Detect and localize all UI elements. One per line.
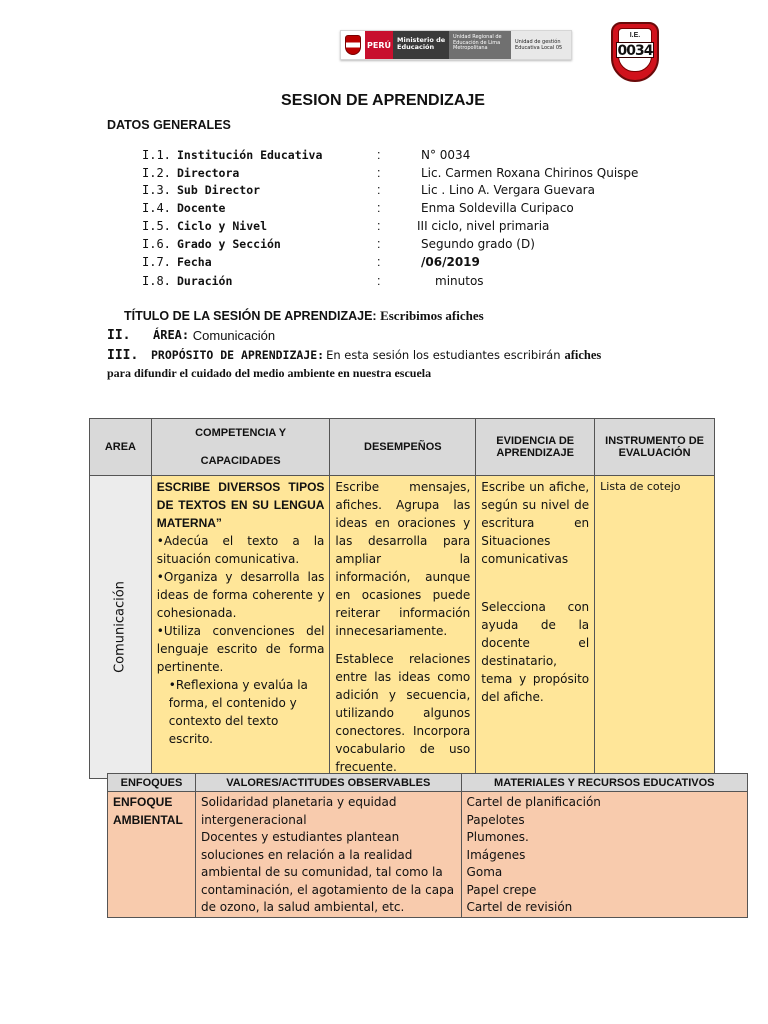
school-badge-ie: I.E. bbox=[629, 32, 641, 39]
instrumento-value: Lista de cotejo bbox=[600, 480, 681, 493]
info-row: I.5. Ciclo y Nivel : III ciclo, nivel primaria bbox=[142, 219, 550, 233]
info-row: I.8. Duración : minutos bbox=[142, 274, 484, 288]
page-title: SESION DE APRENDIZAJE bbox=[281, 92, 485, 109]
area-cell bbox=[90, 476, 152, 779]
materiales-cell bbox=[461, 792, 747, 918]
material-item: Cartel de planificación bbox=[466, 795, 601, 809]
material-item: Plumones. bbox=[466, 830, 529, 844]
area-line: II. ÁREA: Comunicación bbox=[107, 328, 276, 343]
header-instrumento: INSTRUMENTO DE EVALUACIÓN bbox=[595, 419, 715, 476]
datos-generales-heading: DATOS GENERALES bbox=[107, 118, 231, 132]
capacidad-item: •Utiliza convenciones del lenguaje escrito de forma pertinente. bbox=[156, 624, 325, 674]
table-row bbox=[108, 792, 748, 918]
material-item: Cartel de revisión bbox=[466, 900, 573, 914]
material-item: Goma bbox=[466, 865, 503, 879]
desempeno-item: Escribe mensajes, afiches. Agrupa las ideas en oraciones y las desarrolla para ampliar la información, aunque en ocasiones puede reiterar información innecesariamente. bbox=[335, 480, 471, 638]
material-item: Papelotes bbox=[466, 812, 525, 827]
desempenos-cell bbox=[330, 476, 476, 779]
header-valores: VALORES/ACTITUDES OBSERVABLES bbox=[195, 774, 461, 792]
table-row bbox=[90, 476, 715, 779]
ministry-label: Ministerio de Educación bbox=[393, 31, 449, 59]
desempeno-item: Establece relaciones entre las ideas como adición y secuencia, utilizando algunos conectores. Incorpora vocabulario de uso frecuente. bbox=[335, 652, 471, 774]
info-row: I.4. Docente : Enma Soldevilla Curipaco bbox=[142, 201, 574, 215]
capacidad-item: •Organiza y desarrolla las ideas de forma coherente y cohesionada. bbox=[156, 570, 325, 620]
valor-item: Docentes y estudiantes plantean soluciones en relación a la realidad ambiental de su comunidad, tal como la contaminación, el agotamiento de la capa de ozono, la salud ambiental, etc. bbox=[200, 830, 455, 914]
area-vertical-label: Comunicación bbox=[112, 581, 128, 673]
school-badge-number: 0034 bbox=[617, 43, 653, 59]
header-enfoques: ENFOQUES bbox=[108, 774, 196, 792]
info-row: I.6. Grado y Sección : Segundo grado (D) bbox=[142, 237, 535, 251]
evidencia-cell bbox=[476, 476, 595, 779]
session-title-line: TÍTULO DE LA SESIÓN DE APRENDIZAJE: Escribimos afiches bbox=[124, 308, 484, 323]
session-title-value: Escribimos afiches bbox=[380, 308, 484, 323]
instrumento-cell bbox=[595, 476, 715, 779]
school-badge-logo bbox=[611, 22, 659, 82]
material-item: Imágenes bbox=[466, 847, 526, 862]
info-row: I.7. Fecha : /06/2019 bbox=[142, 255, 480, 269]
header-desempenos: DESEMPEÑOS bbox=[330, 419, 476, 476]
valores-cell bbox=[195, 792, 461, 918]
ugel-label: Unidad de gestión Educativa Local 05 bbox=[511, 31, 571, 59]
purpose-line: III. PROPÓSITO DE APRENDIZAJE: En esta sesión los estudiantes escribirán afiches bbox=[107, 348, 602, 363]
competencia-cell bbox=[151, 476, 330, 779]
header-competencia: COMPETENCIA Y CAPACIDADES bbox=[151, 419, 330, 476]
peru-shield-icon bbox=[341, 31, 365, 59]
peru-label: PERÚ bbox=[365, 31, 393, 59]
region-label: Unidad Regional de Educación de Lima Metropolitana bbox=[449, 31, 511, 59]
government-logo-banner bbox=[340, 30, 572, 60]
info-row: I.1. Institución Educativa : N° 0034 bbox=[142, 148, 471, 162]
evidencia-item: Selecciona con ayuda de la docente el destinatario, tema y propósito del afiche. bbox=[481, 600, 590, 704]
competencies-table bbox=[89, 418, 715, 779]
table-header-row bbox=[90, 419, 715, 476]
purpose-line-2: para difundir el cuidado del medio ambiente en nuestra escuela bbox=[107, 366, 432, 380]
header-area: AREA bbox=[90, 419, 152, 476]
info-row: I.3. Sub Director : Lic . Lino A. Vergara Guevara bbox=[142, 183, 595, 197]
evidencia-item: Escribe un afiche, según su nivel de escritura en Situaciones comunicativas bbox=[481, 480, 590, 566]
area-value: Comunicación bbox=[192, 328, 276, 343]
table-header-row bbox=[108, 774, 748, 792]
header-materiales: MATERIALES Y RECURSOS EDUCATIVOS bbox=[461, 774, 747, 792]
approaches-table bbox=[107, 773, 748, 918]
info-row: I.2. Directora : Lic. Carmen Roxana Chirinos Quispe bbox=[142, 166, 639, 180]
enfoque-cell: ENFOQUE AMBIENTAL bbox=[108, 792, 196, 918]
capacidad-item: •Reflexiona y evalúa la forma, el contenido y contexto del texto escrito. bbox=[168, 678, 308, 746]
competencia-title: ESCRIBE DIVERSOS TIPOS DE TEXTOS EN SU LENGUA MATERNA” bbox=[156, 480, 325, 530]
material-item: Papel crepe bbox=[466, 882, 537, 897]
header-evidencia: EVIDENCIA DE APRENDIZAJE bbox=[476, 419, 595, 476]
valor-item: Solidaridad planetaria y equidad intergeneracional bbox=[200, 795, 397, 827]
capacidad-item: •Adecúa el texto a la situación comunicativa. bbox=[156, 534, 325, 566]
